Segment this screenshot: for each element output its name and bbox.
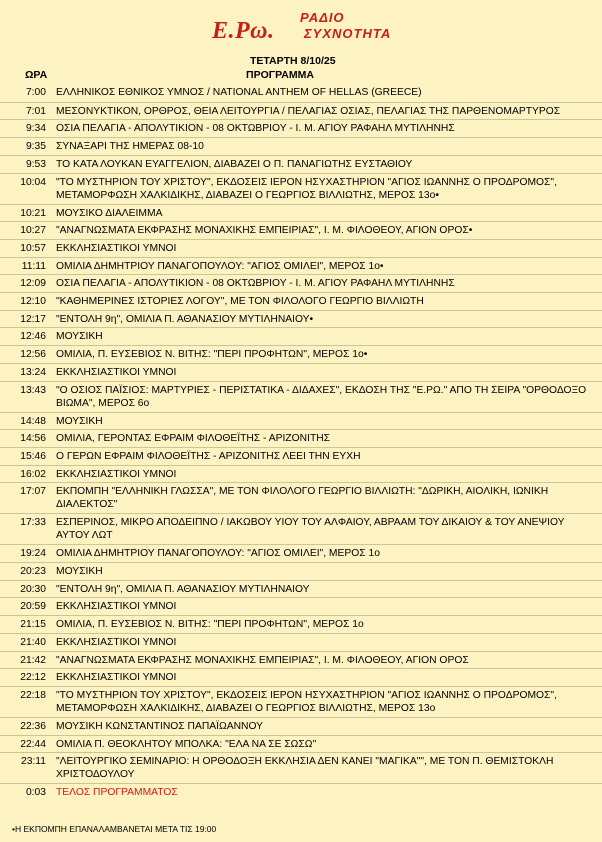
schedule-time: 20:59 (20, 601, 46, 613)
schedule-time: 13:24 (20, 366, 46, 378)
schedule-program: ΕΚΚΛΗΣΙΑΣΤΙΚΟΙ ΥΜΝΟΙ (56, 636, 177, 648)
schedule-row (0, 345, 602, 364)
schedule-program: "ΤΟ ΜΥΣΤΗΡΙΟΝ ΤΟΥ ΧΡΙΣΤΟΥ", ΕΚΔΟΣΕΙΣ ΙΕΡΟΝ ΗΣΥΧΑΣΤΗΡΙΟΝ "ΑΓΙΟΣ ΙΩΑΝΝΗΣ Ο ΠΡΟΔΡΟΜΟΣ", ΜΕΤΑΜΟΡΦΩΣΗ ΧΑΛΚΙΔΙΚΗΣ, ΔΙΑΒΑΖΕΙ Ο ΓΕΩΡΓΙΟΣ ΒΙΛΛΙΩΤΗΣ, ΜΕΡΟΣ 13ο (56, 689, 557, 714)
schedule-program: "ΚΑΘΗΜΕΡΙΝΕΣ ΙΣΤΟΡΙΕΣ ΛΟΓΟΥ", ΜΕ ΤΟΝ ΦΙΛΟΛΟΓΟ ΓΕΩΡΓΙΟ ΒΙΛΛΙΩΤΗ (56, 296, 424, 307)
schedule-row (0, 310, 602, 329)
schedule-row (0, 412, 602, 431)
schedule-program: ΕΚΚΛΗΣΙΑΣΤΙΚΟΙ ΥΜΝΟΙ (56, 601, 177, 613)
schedule-row (0, 615, 602, 634)
header (0, 0, 602, 80)
schedule-row (0, 84, 602, 102)
schedule-time: 14:48 (20, 415, 46, 427)
schedule-row (0, 544, 602, 563)
rerun-footnote: •Η ΕΚΠΟΜΠΗ ΕΠΑΝΑΛΑΜΒΑΝΕΤΑΙ ΜΕΤΑ ΤΙΣ 19:00 (12, 824, 217, 834)
schedule-time: 20:23 (20, 566, 46, 577)
schedule-time: 0:03 (25, 787, 46, 799)
schedule-row (0, 465, 602, 484)
schedule-program: "ΛΕΙΤΟΥΡΓΙΚΟ ΣΕΜΙΝΑΡΙΟ: Η ΟΡΘΟΔΟΞΗ ΕΚΚΛΗΣΙΑ ΔΕΝ ΚΑΝΕΙ "ΜΑΓΙΚΑ"", ΜΕ ΤΟΝ Π. ΘΕΜΙΣΤΟΚΛΗ ΧΡΙΣΤΟΔΟΥΛΟΥ (56, 756, 554, 781)
schedule-program: ΟΜΙΛΙΑ ΔΗΜΗΤΡΙΟΥ ΠΑΝΑΓΟΠΟΥΛΟΥ: "ΑΓΙΟΣ ΟΜΙΛΕΙ", ΜΕΡΟΣ 1ο• (56, 260, 384, 272)
schedule-time: 11:11 (21, 260, 46, 272)
schedule-row (0, 119, 602, 138)
schedule-row (0, 597, 602, 616)
schedule-row (0, 257, 602, 276)
schedule-row (0, 137, 602, 156)
schedule-time: 14:56 (20, 433, 46, 445)
schedule-row (0, 717, 602, 736)
schedule-program: ΟΣΙΑ ΠΕΛΑΓΙΑ - ΑΠΟΛΥΤΙΚΙΟΝ - 08 ΟΚΤΩΒΡΙΟΥ - Ι. Μ. ΑΓΙΟΥ ΡΑΦΑΗΛ ΜΥΤΙΛΗΝΗΣ (56, 123, 455, 135)
schedule-program: ΕΚΚΛΗΣΙΑΣΤΙΚΟΙ ΥΜΝΟΙ (56, 242, 177, 254)
schedule-time: 7:01 (25, 105, 46, 117)
schedule-time: 19:24 (20, 548, 46, 560)
schedule-program: ΕΚΠΟΜΠΗ "ΕΛΛΗΝΙΚΗ ΓΛΩΣΣΑ", ΜΕ ΤΟΝ ΦΙΛΟΛΟΓΟ ΓΕΩΡΓΙΟ ΒΙΛΛΙΩΤΗ: "ΔΩΡΙΚΗ, ΑΙΟΛΙΚΗ, ΙΩΝΙΚΗ ΔΙΑΛΕΚΤΟΣ" (56, 486, 549, 511)
schedule-program: "ΑΝΑΓΝΩΣΜΑΤΑ ΕΚΦΡΑΣΗΣ ΜΟΝΑΧΙΚΗΣ ΕΜΠΕΙΡΙΑΣ", Ι. Μ. ΦΙΛΟΘΕΟΥ, ΑΓΙΟΝ ΟΡΟΣ (56, 654, 469, 666)
schedule-time: 22:12 (20, 672, 46, 684)
schedule-row (0, 363, 602, 382)
schedule-time: 10:27 (20, 225, 46, 237)
schedule-row (0, 327, 602, 346)
schedule-row (0, 783, 602, 802)
schedule-time: 16:02 (20, 468, 46, 480)
schedule-row (0, 274, 602, 293)
schedule-time: 9:35 (25, 141, 46, 153)
schedule-program: "ΑΝΑΓΝΩΣΜΑΤΑ ΕΚΦΡΑΣΗΣ ΜΟΝΑΧΙΚΗΣ ΕΜΠΕΙΡΙΑΣ", Ι. Μ. ΦΙΛΟΘΕΟΥ, ΑΓΙΟΝ ΟΡΟΣ• (56, 225, 473, 237)
schedule-program: ΕΚΚΛΗΣΙΑΣΤΙΚΟΙ ΥΜΝΟΙ (56, 366, 177, 378)
schedule-program: ΜΟΥΣΙΚΗ (56, 415, 103, 427)
schedule-program: ΕΚΚΛΗΣΙΑΣΤΙΚΟΙ ΥΜΝΟΙ (56, 468, 177, 480)
schedule-program: ΜΟΥΣΙΚΗ (56, 566, 103, 577)
schedule-program: ΟΣΙΑ ΠΕΛΑΓΙΑ - ΑΠΟΛΥΤΙΚΙΟΝ - 08 ΟΚΤΩΒΡΙΟΥ - Ι. Μ. ΑΓΙΟΥ ΡΑΦΑΗΛ ΜΥΤΙΛΗΝΗΣ (56, 278, 455, 290)
schedule-row (0, 651, 602, 670)
schedule-time: 22:44 (20, 738, 46, 750)
schedule-time: 21:15 (20, 619, 46, 631)
schedule-row (0, 204, 602, 223)
schedule-time: 17:07 (20, 486, 46, 498)
schedule-program: ΕΚΚΛΗΣΙΑΣΤΙΚΟΙ ΥΜΝΟΙ (56, 672, 177, 684)
schedule-time: 22:36 (20, 720, 46, 732)
schedule-time: 12:56 (20, 349, 46, 361)
schedule-row (0, 102, 602, 121)
schedule-row (0, 381, 602, 413)
schedule-program: ΜΟΥΣΙΚΗ ΚΩΝΣΤΑΝΤΙΝΟΣ ΠΑΠΑΪΩΑΝΝΟΥ (56, 720, 263, 732)
schedule-program: "Ο ΟΣΙΟΣ ΠΑΪΣΙΟΣ: ΜΑΡΤΥΡΙΕΣ - ΠΕΡΙΣΤΑΤΙΚΑ - ΔΙΔΑΧΕΣ", ΕΚΔΟΣΗ ΤΗΣ "Ε.ΡΩ." ΑΠΟ ΤΗ ΣΕΙΡΑ "ΟΡΘΟΔΟΞΟ ΒΙΩΜΑ", ΜΕΡΟΣ 6ο (56, 384, 587, 409)
schedule-row (0, 173, 602, 205)
schedule-program: "ΕΝΤΟΛΗ 9η", ΟΜΙΛΙΑ Π. ΑΘΑΝΑΣΙΟΥ ΜΥΤΙΛΗΝΑΙΟΥ (56, 583, 310, 595)
schedule-row (0, 429, 602, 448)
schedule-time: 9:34 (25, 123, 46, 135)
schedule-row (0, 735, 602, 754)
schedule-time: 23:11 (20, 756, 46, 768)
schedule-program: ΕΛΛΗΝΙΚΟΣ ΕΘΝΙΚΟΣ ΥΜΝΟΣ / NATIONAL ANTHEM OF HELLAS (GREECE) (56, 87, 422, 98)
schedule-row (0, 513, 602, 545)
schedule-row (0, 562, 602, 581)
schedule-time: 20:30 (20, 583, 46, 595)
schedule-time: 7:00 (25, 87, 46, 98)
schedule-row (0, 668, 602, 687)
schedule-time: 22:18 (20, 689, 46, 701)
radio-label: ΡΑΔΙΟ (300, 10, 345, 25)
schedule-row (0, 155, 602, 174)
schedule-time: 12:46 (20, 331, 46, 343)
schedule-time: 10:57 (20, 242, 46, 254)
schedule-time: 12:09 (20, 278, 46, 290)
schedule-time: 21:42 (20, 654, 46, 666)
frequency-label: ΣΥΧΝΟΤΗΤΑ (304, 26, 392, 41)
schedule-time: 12:10 (20, 296, 46, 307)
schedule-program: ΟΜΙΛΙΑ, Π. ΕΥΣΕΒΙΟΣ Ν. ΒΙΤΗΣ: "ΠΕΡΙ ΠΡΟΦΗΤΩΝ", ΜΕΡΟΣ 1ο• (56, 349, 368, 361)
schedule-program: ΕΣΠΕΡΙΝΟΣ, ΜΙΚΡΟ ΑΠΟΔΕΙΠΝΟ / ΙΑΚΩΒΟΥ ΥΙΟΥ ΤΟΥ ΑΛΦΑΙΟΥ, ΑΒΡΑΑΜ ΤΟΥ ΔΙΚΑΙΟΥ & ΤΟΥ ΑΝΕΨΙΟΥ ΑΥΤΟΥ ΛΩΤ (56, 517, 565, 542)
program-column-header: ΠΡΟΓΡΑΜΜΑ (246, 69, 314, 81)
schedule-program: ΟΜΙΛΙΑ, Π. ΕΥΣΕΒΙΟΣ Ν. ΒΙΤΗΣ: "ΠΕΡΙ ΠΡΟΦΗΤΩΝ", ΜΕΡΟΣ 1ο (56, 619, 364, 631)
schedule-time: 12:17 (20, 313, 46, 325)
schedule-time: 15:46 (20, 450, 46, 462)
schedule-row (0, 482, 602, 514)
schedule-row (0, 633, 602, 652)
schedule-program: ΤΕΛΟΣ ΠΡΟΓΡΑΜΜΑΤΟΣ (56, 787, 178, 799)
schedule-row (0, 221, 602, 240)
station-logo: Ε.Ρω. (212, 18, 275, 44)
schedule-program: ΜΟΥΣΙΚΗ (56, 331, 103, 343)
schedule-row (0, 580, 602, 599)
schedule-program: ΜΕΣΟΝΥΚΤΙΚΟΝ, ΟΡΘΡΟΣ, ΘΕΙΑ ΛΕΙΤΟΥΡΓΙΑ / ΠΕΛΑΓΙΑΣ ΟΣΙΑΣ, ΠΕΛΑΓΙΑΣ ΤΗΣ ΠΑΡΘΕΝΟΜΑΡΤΥΡΟΣ (56, 105, 561, 117)
schedule-row (0, 239, 602, 258)
schedule-date: ΤΕΤΑΡΤΗ 8/10/25 (250, 55, 336, 67)
schedule-program: ΟΜΙΛΙΑ ΔΗΜΗΤΡΙΟΥ ΠΑΝΑΓΟΠΟΥΛΟΥ: "ΑΓΙΟΣ ΟΜΙΛΕΙ", ΜΕΡΟΣ 1ο (56, 548, 380, 560)
schedule-time: 21:40 (20, 636, 46, 648)
schedule-time: 10:21 (20, 207, 46, 219)
schedule-time: 13:43 (20, 384, 46, 396)
time-column-header: ΩΡΑ (25, 69, 48, 81)
schedule-time: 9:53 (25, 158, 46, 170)
schedule-time: 17:33 (20, 517, 46, 529)
schedule-program: "ΕΝΤΟΛΗ 9η", ΟΜΙΛΙΑ Π. ΑΘΑΝΑΣΙΟΥ ΜΥΤΙΛΗΝΑΙΟΥ• (56, 313, 314, 325)
schedule-row (0, 292, 602, 311)
schedule-row (0, 752, 602, 784)
schedule-program: ΟΜΙΛΙΑ Π. ΘΕΟΚΛΗΤΟΥ ΜΠΟΛΚΑ: "ΕΛΑ ΝΑ ΣΕ ΣΩΣΩ" (56, 738, 317, 750)
schedule-program: ΟΜΙΛΙΑ, ΓΕΡΟΝΤΑΣ ΕΦΡΑΙΜ ΦΙΛΟΘΕΪΤΗΣ - ΑΡΙΖΟΝΙΤΗΣ (56, 433, 331, 445)
schedule-program: ΜΟΥΣΙΚΟ ΔΙΑΛΕΙΜΜΑ (56, 207, 163, 219)
schedule-program: ΤΟ ΚΑΤΑ ΛΟΥΚΑΝ ΕΥΑΓΓΕΛΙΟΝ, ΔΙΑΒΑΖΕΙ Ο Π. ΠΑΝΑΓΙΩΤΗΣ ΕΥΣΤΑΘΙΟΥ (56, 158, 413, 170)
schedule-program: ΣΥΝΑΞΑΡΙ ΤΗΣ ΗΜΕΡΑΣ 08-10 (56, 141, 204, 153)
schedule-time: 10:04 (20, 176, 46, 188)
schedule-row (0, 686, 602, 718)
schedule-program: Ο ΓΕΡΩΝ ΕΦΡΑΙΜ ΦΙΛΟΘΕΪΤΗΣ - ΑΡΙΖΟΝΙΤΗΣ ΛΕΕΙ ΤΗΝ ΕΥΧΗ (56, 450, 361, 462)
schedule-program: "ΤΟ ΜΥΣΤΗΡΙΟΝ ΤΟΥ ΧΡΙΣΤΟΥ", ΕΚΔΟΣΕΙΣ ΙΕΡΟΝ ΗΣΥΧΑΣΤΗΡΙΟΝ "ΑΓΙΟΣ ΙΩΑΝΝΗΣ Ο ΠΡΟΔΡΟΜΟΣ", ΜΕΤΑΜΟΡΦΩΣΗ ΧΑΛΚΙΔΙΚΗΣ, ΔΙΑΒΑΖΕΙ Ο ΓΕΩΡΓΙΟΣ ΒΙΛΛΙΩΤΗΣ, ΜΕΡΟΣ 13ο• (56, 176, 557, 201)
schedule-row (0, 447, 602, 466)
